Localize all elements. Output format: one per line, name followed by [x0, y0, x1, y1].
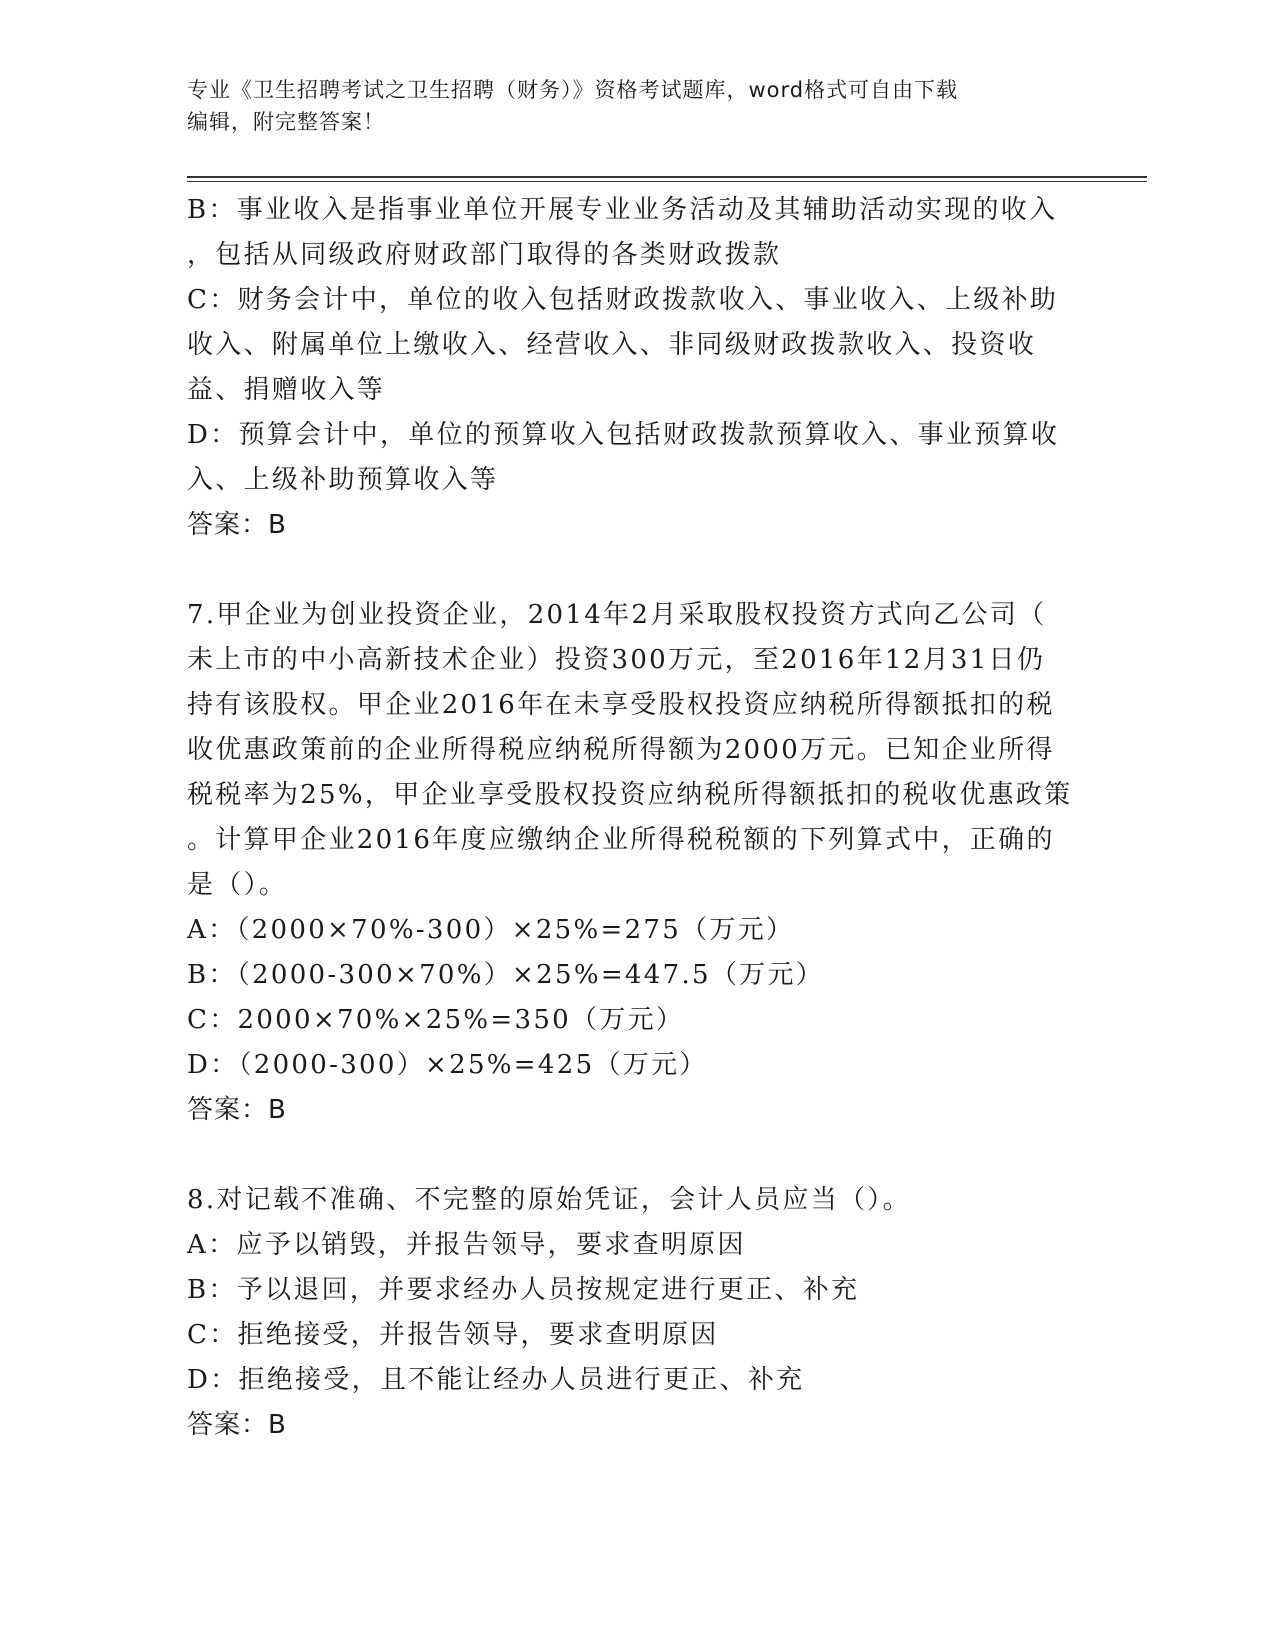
- header-line-1: 专业《卫生招聘考试之卫生招聘（财务）》资格考试题库，word格式可自由下载: [187, 78, 959, 102]
- q6-option-c-line-2: 收入、附属单位上缴收入、经营收入、非同级财政拨款收入、投资收: [187, 330, 1037, 360]
- q7-answer: 答案：B: [187, 1095, 287, 1125]
- q7-stem-line-2: 未上市的中小高新技术企业）投资300万元，至2016年12月31日仍: [187, 645, 1046, 675]
- spacer: [187, 1133, 1077, 1178]
- q7-stem-line-1: 7.甲企业为创业投资企业，2014年2月采取股权投资方式向乙公司（: [187, 600, 1047, 630]
- q8-stem: 8.对记载不准确、不完整的原始凭证，会计人员应当（）。: [187, 1185, 911, 1215]
- q7-option-c: C：2000×70%×25%=350（万元）: [187, 1005, 685, 1035]
- q6-answer: 答案：B: [187, 510, 287, 540]
- q6-option-c-line-3: 益、捐赠收入等: [187, 375, 386, 405]
- q6-option-c-line-1: C：财务会计中，单位的收入包括财政拨款收入、事业收入、上级补助: [187, 285, 1059, 315]
- header-rule-thick: [187, 176, 1147, 178]
- q7-option-b: B：（2000-300×70%）×25%=447.5（万元）: [187, 960, 825, 990]
- q6-option-d-line-2: 入、上级补助预算收入等: [187, 465, 499, 495]
- q7-stem-line-7: 是（）。: [187, 870, 288, 900]
- q6-option-b-line-1: B：事业收入是指事业单位开展专业业务活动及其辅助活动实现的收入: [187, 195, 1058, 225]
- q7-stem-line-3: 持有该股权。甲企业2016年在未享受股权投资应纳税所得额抵扣的税: [187, 690, 1055, 720]
- q8-answer: 答案：B: [187, 1410, 287, 1440]
- header-line-2: 编辑，附完整答案！: [187, 110, 385, 134]
- q6-option-b-line-2: ，包括从同级政府财政部门取得的各类财政拨款: [187, 240, 782, 270]
- page-header: [187, 74, 1067, 138]
- q7-stem-line-4: 收优惠政策前的企业所得税应纳税所得额为2000万元。已知企业所得: [187, 735, 1055, 765]
- question-7: [187, 593, 1077, 1133]
- q8-option-a: A：应予以销毁，并报告领导，要求查明原因: [187, 1230, 746, 1260]
- q7-option-d: D：（2000-300）×25%=425（万元）: [187, 1050, 708, 1080]
- document-body: [187, 188, 1077, 1448]
- q6-option-d-line-1: D：预算会计中，单位的预算收入包括财政拨款预算收入、事业预算收: [187, 420, 1060, 450]
- q7-stem-line-6: 。计算甲企业2016年度应缴纳企业所得税税额的下列算式中，正确的: [187, 825, 1055, 855]
- q8-option-b: B：予以退回，并要求经办人员按规定进行更正、补充: [187, 1275, 860, 1305]
- q7-option-a: A：（2000×70%-300）×25%=275（万元）: [187, 915, 795, 945]
- question-8: [187, 1178, 1077, 1448]
- q7-stem-line-5: 税税率为25%，甲企业享受股权投资应纳税所得额抵扣的税收优惠政策: [187, 780, 1073, 810]
- question-6-tail: [187, 188, 1077, 548]
- q8-option-d: D：拒绝接受，且不能让经办人员进行更正、补充: [187, 1365, 805, 1395]
- q8-option-c: C：拒绝接受，并报告领导，要求查明原因: [187, 1320, 719, 1350]
- header-rule-thin: [187, 181, 1147, 182]
- spacer: [187, 548, 1077, 593]
